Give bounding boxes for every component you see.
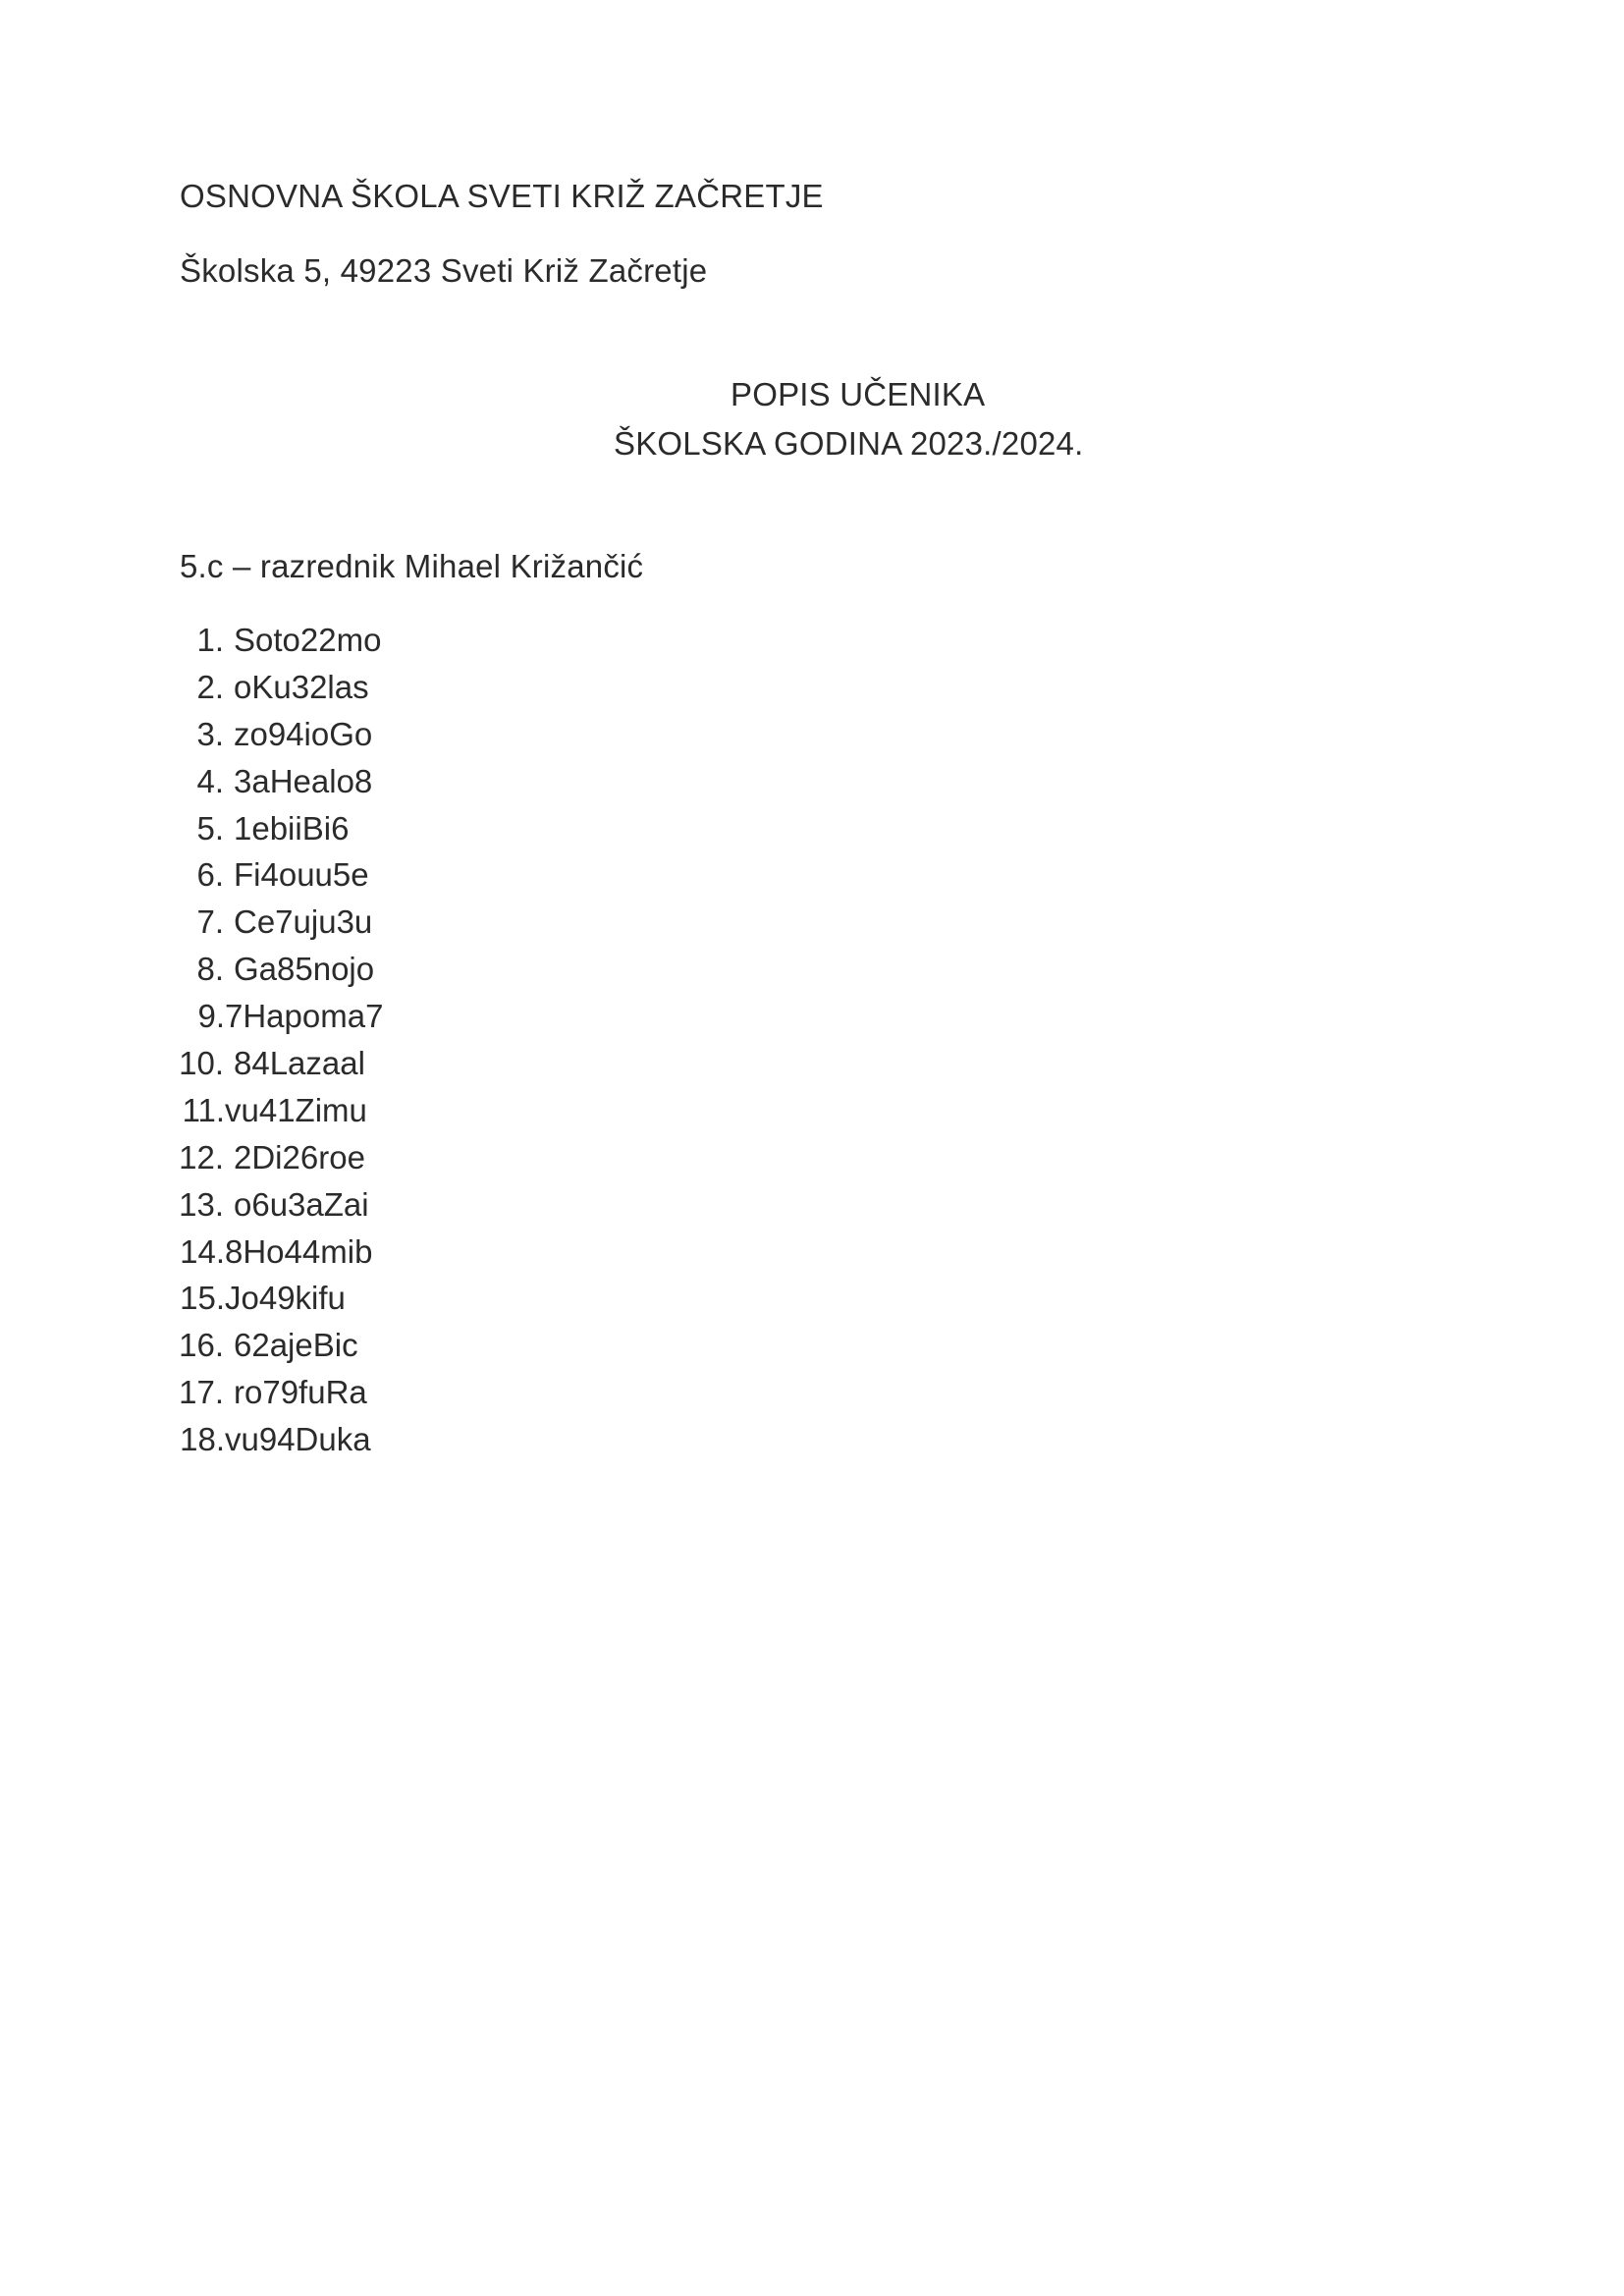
student-code: ro79fuRa [234,1374,367,1411]
list-item-number: 16. [179,1327,224,1364]
list-item [0,855,785,902]
document-title: POPIS UČENIKA [731,376,986,412]
list-item [0,1373,785,1420]
list-item [0,1185,785,1232]
student-code: 7Hapoma7 [225,998,384,1035]
student-code: 62ajeBic [234,1327,358,1364]
list-item-number: 15. [180,1280,225,1317]
list-item-number: 12. [179,1138,224,1175]
list-item [0,950,785,997]
student-code: Soto22mo [234,622,382,658]
student-code: o6u3aZai [234,1185,369,1223]
student-code: 1ebiiBi6 [234,809,350,847]
list-item [0,1232,785,1280]
list-item [0,997,785,1044]
list-item-number: 2. [196,668,224,705]
list-item-number: 6. [196,856,224,894]
student-code: Ce7uju3u [234,903,373,941]
list-item-number: 11. [182,1091,225,1128]
class-teacher-line: 5.c – razrednik Mihael Križančić [180,548,644,584]
list-item [0,1420,785,1467]
student-code: vu94Duka [225,1421,371,1458]
list-item-number: 17. [179,1374,224,1411]
list-item [0,715,785,762]
list-item [0,1326,785,1373]
list-item-number: 14. [180,1232,225,1270]
student-code: zo94ioGo [234,715,373,752]
student-list [0,621,785,1467]
list-item [0,1138,785,1185]
list-item-number: 7. [196,903,224,941]
list-item [0,1091,785,1138]
school-year: ŠKOLSKA GODINA 2023./2024. [614,425,1084,462]
list-item-number: 8. [196,951,224,988]
student-code: 8Ho44mib [225,1232,373,1270]
student-code: 2Di26roe [234,1138,365,1175]
list-item [0,902,785,950]
list-item-number: 1. [196,622,224,658]
list-item [0,621,785,668]
list-item-number: 9. [197,998,225,1035]
student-code: Jo49kifu [225,1280,346,1317]
list-item-number: 5. [196,809,224,847]
student-code: Fi4ouu5e [234,856,369,894]
list-item [0,1044,785,1091]
list-item-number: 18. [180,1421,225,1458]
student-code: vu41Zimu [225,1091,367,1128]
list-item-number: 13. [179,1185,224,1223]
school-name: OSNOVNA ŠKOLA SVETI KRIŽ ZAČRETJE [180,178,824,214]
school-address: Školska 5, 49223 Sveti Križ Začretje [180,252,708,289]
student-code: 3aHealo8 [234,762,373,799]
list-item [0,809,785,856]
list-item [0,762,785,809]
list-item [0,1279,785,1326]
student-code: 84Lazaal [234,1045,365,1082]
list-item-number: 10. [179,1045,224,1082]
student-code: Ga85nojo [234,951,375,988]
list-item [0,668,785,715]
list-item-number: 4. [196,762,224,799]
student-code: oKu32las [234,668,369,705]
list-item-number: 3. [196,715,224,752]
